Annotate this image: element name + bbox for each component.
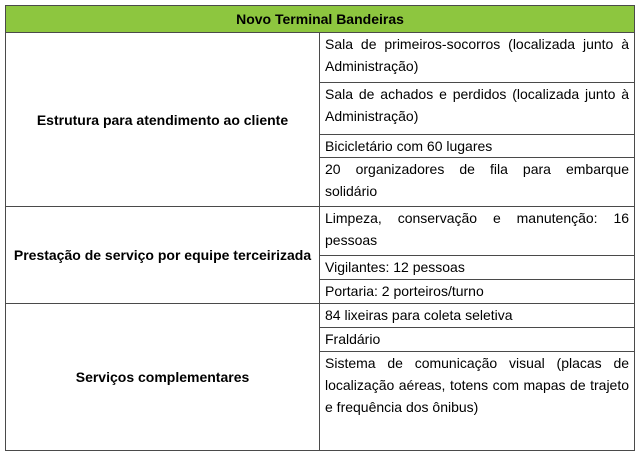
item-cell: Portaria: 2 porteiros/turno (320, 280, 635, 304)
table-row (6, 304, 635, 328)
item-cell: Bicicletário com 60 lugares (320, 135, 635, 158)
table-title: Novo Terminal Bandeiras (6, 6, 635, 33)
table-header-row (6, 6, 635, 33)
terminal-info-table (5, 5, 635, 451)
item-cell: 84 lixeiras para coleta seletiva (320, 304, 635, 328)
item-cell: Limpeza, conservação e manutenção: 16 pessoas (320, 207, 635, 256)
item-cell: Sala de primeiros-socorros (localizada junto à Administração) (320, 33, 635, 83)
item-cell: Vigilantes: 12 pessoas (320, 256, 635, 280)
item-cell: Sala de achados e perdidos (localizada junto à Administração) (320, 83, 635, 135)
category-cell: Estrutura para atendimento ao cliente (6, 33, 320, 207)
table-row (6, 33, 635, 83)
table-row (6, 207, 635, 256)
item-cell: Sistema de comunicação visual (placas de localização aéreas, totens com mapas de trajeto e frequência dos ônibus) (320, 352, 635, 451)
item-cell: Fraldário (320, 328, 635, 352)
category-cell: Prestação de serviço por equipe terceirizada (6, 207, 320, 304)
category-cell: Serviços complementares (6, 304, 320, 451)
item-cell: 20 organizadores de fila para embarque solidário (320, 158, 635, 207)
